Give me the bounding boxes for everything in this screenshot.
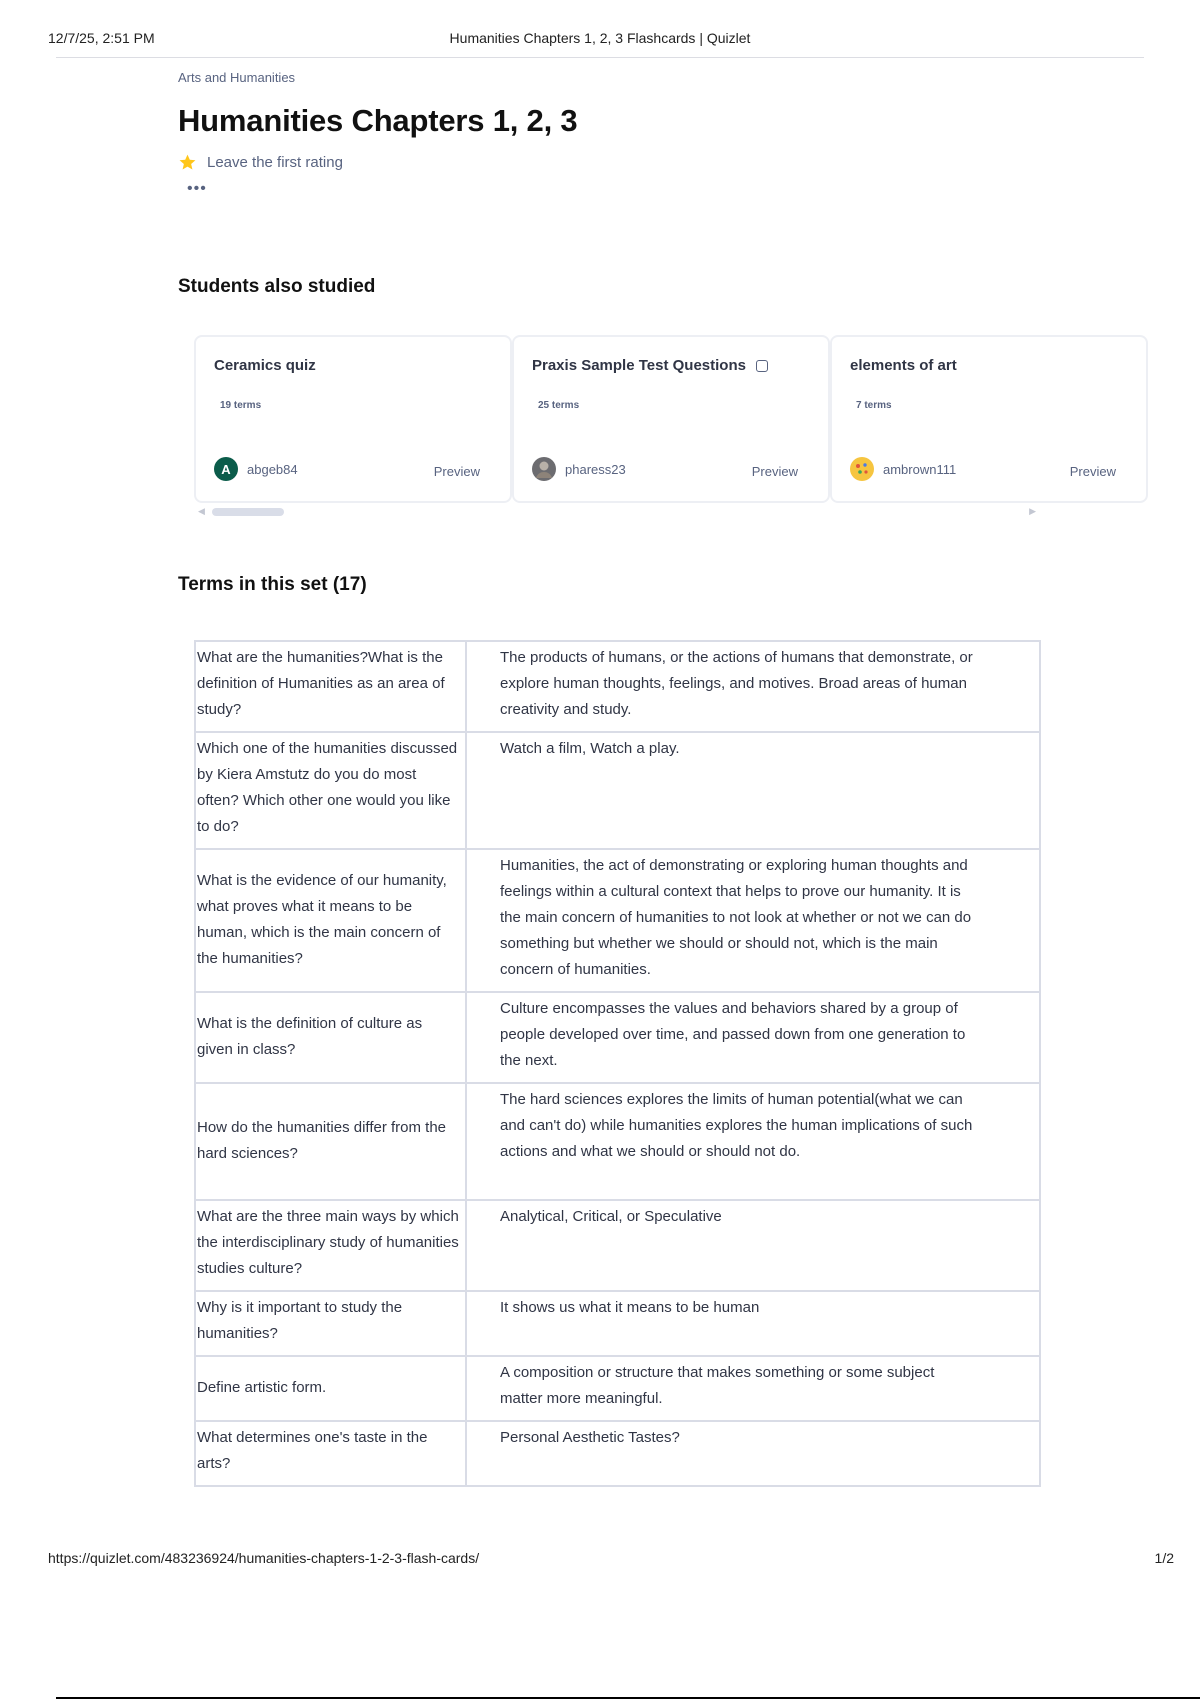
- table-row: [195, 641, 1040, 732]
- card-user[interactable]: [214, 457, 298, 481]
- term-cell: What is the definition of culture as given in class?: [195, 992, 466, 1083]
- definition-cell: Culture encompasses the values and behaviors shared by a group of people developed over time, and passed down from one generation to the next.: [466, 992, 1040, 1083]
- print-header: [48, 28, 1152, 50]
- table-row: [195, 849, 1040, 992]
- term-cell: What is the evidence of our humanity, what proves what it means to be human, which is the main concern of the humanities?: [195, 849, 466, 992]
- study-set-card[interactable]: [194, 335, 512, 503]
- username: pharess23: [565, 461, 626, 477]
- term-cell: Define artistic form.: [195, 1356, 466, 1421]
- flashcard-icon: [756, 360, 768, 372]
- study-set-card[interactable]: [830, 335, 1148, 503]
- term-cell: What are the humanities?What is the definition of Humanities as an area of study?: [195, 641, 466, 732]
- definition-cell: A composition or structure that makes something or some subject matter more meaningful.: [466, 1356, 1040, 1421]
- avatar: [532, 457, 556, 481]
- table-row: [195, 1200, 1040, 1291]
- header-divider: [56, 57, 1144, 58]
- star-icon: [178, 153, 197, 172]
- table-row: [195, 1421, 1040, 1486]
- table-row: [195, 1083, 1040, 1200]
- students-also-studied-heading: Students also studied: [178, 276, 376, 297]
- card-title[interactable]: [214, 357, 316, 374]
- avatar: [850, 457, 874, 481]
- username: ambrown111: [883, 461, 957, 477]
- card-term-count: 25 terms: [538, 400, 580, 411]
- print-datetime: 12/7/25, 2:51 PM: [48, 30, 155, 46]
- study-set-card[interactable]: [512, 335, 830, 503]
- definition-cell: Personal Aesthetic Tastes?: [466, 1421, 1040, 1486]
- breadcrumb[interactable]: Arts and Humanities: [178, 70, 296, 85]
- term-cell: Why is it important to study the humanities?: [195, 1291, 466, 1356]
- scrollbar-thumb[interactable]: [212, 508, 284, 516]
- term-cell: Which one of the humanities discussed by Kiera Amstutz do you do most often? Which other one would you like to do?: [195, 732, 466, 849]
- term-cell: How do the humanities differ from the hard sciences?: [195, 1083, 466, 1200]
- preview-button[interactable]: Preview: [1069, 464, 1116, 479]
- definition-cell: Humanities, the act of demonstrating or exploring human thoughts and feelings within a cultural context that helps to prove our humanity. It is the main concern of humanities to not look at whether or not we can do something but whether we should or should not, which is the main concern of humanities.: [466, 849, 1040, 992]
- preview-button[interactable]: Preview: [751, 464, 798, 479]
- preview-button[interactable]: Preview: [433, 464, 480, 479]
- set-header: [178, 62, 1048, 198]
- card-title[interactable]: [850, 357, 957, 374]
- card-user[interactable]: [532, 457, 626, 481]
- definition-cell: Watch a film, Watch a play.: [466, 732, 1040, 849]
- scroll-right-icon[interactable]: ▶: [1029, 506, 1036, 516]
- page-url: https://quizlet.com/483236924/humanities-chapters-1-2-3-flash-cards/: [48, 1550, 480, 1566]
- card-user[interactable]: [850, 457, 956, 481]
- table-row: [195, 992, 1040, 1083]
- terms-heading: Terms in this set (17): [178, 574, 367, 595]
- rating-label: Leave the first rating: [207, 154, 343, 171]
- carousel-scrollbar[interactable]: [198, 508, 1036, 516]
- table-row: [195, 1291, 1040, 1356]
- card-term-count: 7 terms: [856, 400, 892, 411]
- term-cell: What determines one's taste in the arts?: [195, 1421, 466, 1486]
- print-doc-title: Humanities Chapters 1, 2, 3 Flashcards | Quizlet: [449, 30, 751, 46]
- more-options-button[interactable]: •••: [187, 180, 207, 197]
- rating-button[interactable]: [178, 153, 1048, 172]
- page-bottom-divider: [56, 1697, 1200, 1699]
- page-title: Humanities Chapters 1, 2, 3: [178, 103, 578, 138]
- page-number: 1/2: [1154, 1550, 1174, 1566]
- username: abgeb84: [247, 461, 298, 477]
- avatar: A: [214, 457, 238, 481]
- scroll-left-icon[interactable]: ◀: [198, 506, 205, 516]
- definition-cell: Analytical, Critical, or Speculative: [466, 1200, 1040, 1291]
- card-title-text: Praxis Sample Test Questions: [532, 357, 746, 374]
- table-row: [195, 1356, 1040, 1421]
- term-cell: What are the three main ways by which the interdisciplinary study of humanities studies culture?: [195, 1200, 466, 1291]
- card-title-text: Ceramics quiz: [214, 357, 316, 374]
- print-footer: [48, 1550, 1174, 1566]
- card-title-text: elements of art: [850, 357, 957, 374]
- card-title[interactable]: [532, 357, 768, 374]
- definition-cell: The hard sciences explores the limits of human potential(what we can and can't do) while humanities explores the human implications of such actions and what we should or should not do.: [466, 1083, 1040, 1200]
- also-studied-carousel[interactable]: [194, 335, 1116, 510]
- terms-table: [194, 640, 1041, 1487]
- definition-cell: The products of humans, or the actions of humans that demonstrate, or explore human thoughts, feelings, and motives. Broad areas of human creativity and study.: [466, 641, 1040, 732]
- definition-cell: It shows us what it means to be human: [466, 1291, 1040, 1356]
- card-term-count: 19 terms: [220, 400, 262, 411]
- table-row: [195, 732, 1040, 849]
